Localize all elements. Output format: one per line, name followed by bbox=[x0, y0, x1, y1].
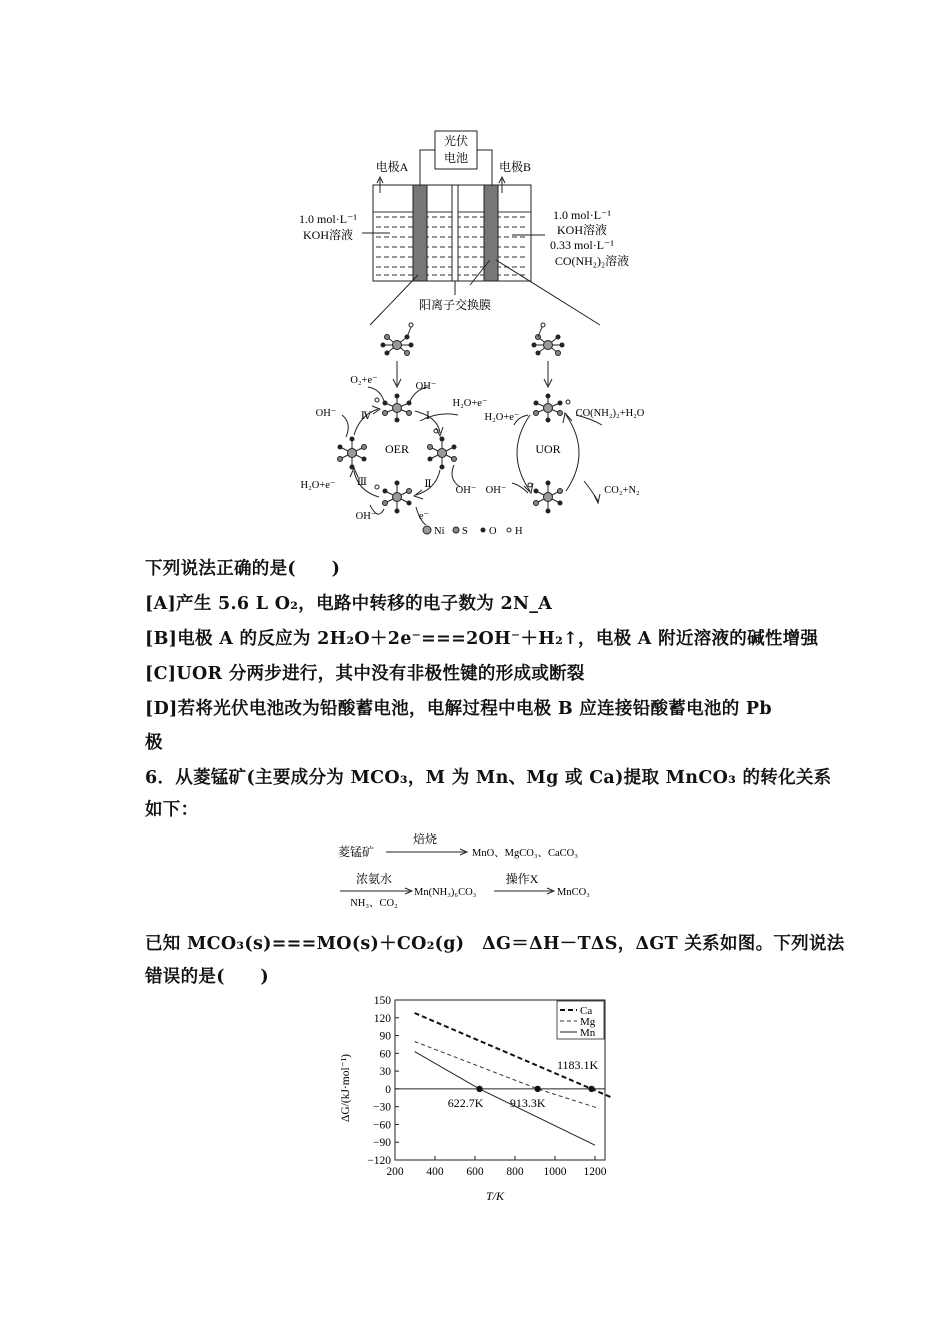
left-solution-label-1: 1.0 mol·L⁻¹ bbox=[299, 212, 357, 226]
uor-oh-label: OH⁻ bbox=[485, 485, 507, 496]
oer-oh-top-label: OH⁻ bbox=[415, 381, 437, 392]
oer-oh-left-label: OH⁻ bbox=[315, 408, 337, 419]
q5-stem: 下列说法正确的是( ) bbox=[145, 559, 341, 579]
flow-diagram bbox=[330, 825, 630, 915]
right-solution-label-2: KOH溶液 bbox=[557, 223, 607, 237]
oer-oh-bottom-label: OH⁻ bbox=[355, 511, 377, 522]
oer-e-bottom-label: e⁻ bbox=[418, 511, 430, 522]
y-tick-label: 120 bbox=[373, 1012, 391, 1025]
x-tick-label: 600 bbox=[466, 1166, 484, 1178]
pv-cell-label-1: 光伏 bbox=[443, 134, 469, 148]
oer-h2o-left-label: H₂O+e⁻ bbox=[300, 480, 336, 491]
x-tick-label: 400 bbox=[426, 1166, 444, 1178]
y-tick-label: 60 bbox=[379, 1048, 391, 1061]
electrode-a bbox=[413, 185, 427, 281]
y-tick-label: −90 bbox=[373, 1137, 391, 1150]
y-tick-label: −120 bbox=[367, 1155, 391, 1167]
q6-known-line2: 错误的是( ) bbox=[145, 967, 269, 987]
flow-step1-product: MnO、MgCO₃、CaCO₃ bbox=[472, 848, 578, 859]
flow-step3-label: 操作X bbox=[505, 872, 539, 886]
x-tick-label: 1000 bbox=[543, 1166, 567, 1178]
y-tick-label: 90 bbox=[379, 1030, 391, 1043]
zero-crossing-label: 913.3K bbox=[509, 1095, 546, 1110]
electrode-a-label: 电极A bbox=[375, 160, 409, 174]
flow-step1-label: 焙烧 bbox=[412, 832, 438, 846]
q5-option-b: [B]电极 A 的反应为 2H₂O＋2e⁻===2OH⁻＋H₂↑，电极 A 附近溶液的碱性增强 bbox=[145, 629, 819, 649]
zero-crossing-point bbox=[588, 1086, 594, 1092]
uor-urea-label: CO(NH₂)₂+H₂O bbox=[575, 408, 645, 419]
q6-line1: 6．从菱锰矿(主要成分为 MCO₃，M 为 Mn、Mg 或 Ca)提取 MnCO₃ 的转化关系 bbox=[145, 768, 832, 788]
oer-step-3: Ⅲ bbox=[356, 477, 368, 488]
q5-option-c: [C]UOR 分两步进行，其中没有非极性键的形成或断裂 bbox=[145, 664, 585, 684]
x-tick-label: 200 bbox=[386, 1166, 404, 1178]
uor-products-label: CO₂+N₂ bbox=[604, 485, 640, 496]
oer-cycle bbox=[301, 323, 488, 525]
flow-step3-product: MnCO₃ bbox=[557, 887, 590, 898]
electrode-b bbox=[484, 185, 498, 281]
chart-ylabel: ΔG/(kJ·mol⁻¹) bbox=[340, 1053, 352, 1123]
y-tick-label: −60 bbox=[373, 1119, 391, 1132]
electrode-b-label: 电极B bbox=[498, 160, 532, 174]
y-tick-label: 0 bbox=[385, 1083, 391, 1096]
zero-crossing-label: 622.7K bbox=[447, 1095, 484, 1110]
oer-step-1: Ⅰ bbox=[425, 411, 431, 422]
zero-crossing-point bbox=[476, 1086, 482, 1092]
legend-h: H bbox=[515, 526, 523, 537]
left-solution-label-2: KOH溶液 bbox=[303, 228, 353, 242]
q6-line2: 如下： bbox=[145, 800, 199, 820]
legend-label: Mg bbox=[580, 1016, 596, 1028]
legend-label: Mn bbox=[580, 1027, 596, 1039]
uor-cycle bbox=[485, 323, 645, 514]
q5-option-d-line1: [D]若将光伏电池改为铅酸蓄电池，电解过程中电极 B 应连接铅酸蓄电池的 Pb bbox=[145, 699, 772, 719]
chart-xlabel: T/K bbox=[485, 1189, 505, 1203]
flow-start: 菱锰矿 bbox=[338, 845, 375, 859]
y-tick-label: 150 bbox=[373, 995, 391, 1007]
x-tick-label: 800 bbox=[506, 1166, 524, 1178]
y-tick-label: 30 bbox=[379, 1066, 391, 1079]
flow-step2-label-bottom: NH₃、CO₂ bbox=[350, 898, 398, 909]
atom-legend bbox=[423, 526, 523, 537]
flow-step2-product: Mn(NH₃)₆CO₃ bbox=[414, 887, 477, 898]
uor-center-label: UOR bbox=[535, 442, 561, 456]
y-tick-label: −30 bbox=[373, 1101, 391, 1114]
uor-h2o-label: H₂O+e⁻ bbox=[484, 412, 520, 423]
flow-step2-label-top: 浓氨水 bbox=[355, 872, 393, 886]
oer-step-2: Ⅱ bbox=[424, 479, 432, 490]
zero-crossing-point bbox=[534, 1086, 540, 1092]
q5-option-a: [A]产生 5.6 L O₂，电路中转移的电子数为 2N_A bbox=[145, 594, 553, 614]
right-solution-label-3: 0.33 mol·L⁻¹ bbox=[550, 238, 614, 252]
legend-o: O bbox=[489, 526, 497, 537]
oer-h2o-top-label: H₂O+e⁻ bbox=[452, 398, 488, 409]
electrolysis-diagram bbox=[280, 125, 680, 545]
oer-step-4: Ⅳ bbox=[360, 411, 372, 422]
zero-crossing-label: 1183.1K bbox=[557, 1057, 599, 1072]
delta-g-chart bbox=[335, 990, 625, 1205]
legend-s: S bbox=[462, 526, 468, 537]
q5-option-d-line2: 极 bbox=[145, 733, 163, 753]
oer-o2-label: O₂+e⁻ bbox=[350, 375, 378, 386]
legend-ni: Ni bbox=[434, 526, 445, 537]
x-tick-label: 1200 bbox=[583, 1166, 607, 1178]
legend-label: Ca bbox=[580, 1005, 593, 1017]
membrane-label: 阳离子交换膜 bbox=[418, 298, 492, 312]
pv-cell-label-2: 电池 bbox=[443, 151, 469, 165]
right-solution-label-4: CO(NH₂)₂溶液 bbox=[554, 254, 630, 268]
oer-center-label: OER bbox=[385, 442, 409, 456]
membrane bbox=[452, 185, 458, 281]
right-solution-label-1: 1.0 mol·L⁻¹ bbox=[553, 208, 611, 222]
q6-known-line1: 已知 MCO₃(s)===MO(s)＋CO₂(g) ΔG＝ΔH－TΔS，ΔGT 关系如图。下列说法 bbox=[145, 934, 845, 954]
oer-oh-bottom-right-label: OH⁻ bbox=[455, 485, 477, 496]
